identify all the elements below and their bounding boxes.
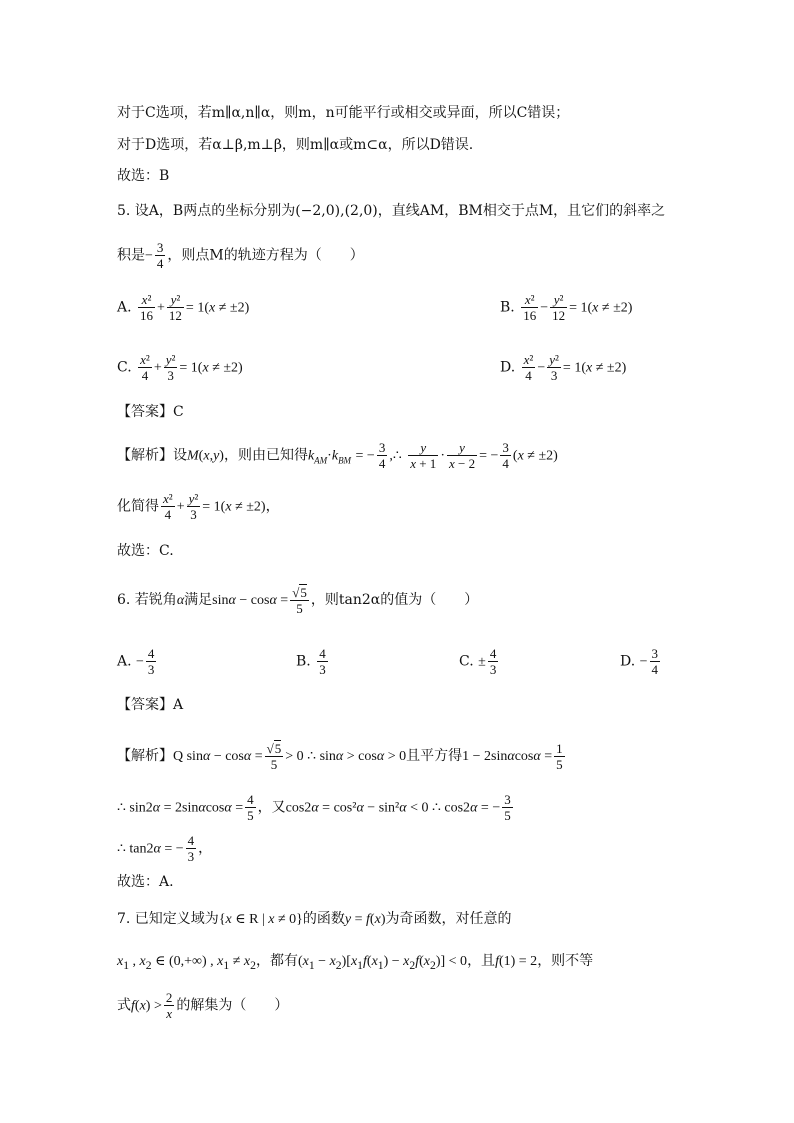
q4-choice: 故选：B	[117, 168, 170, 184]
q4-line-c: 对于C选项，若m∥α,n∥α，则m，n可能平行或相交或异面，所以C错误；	[117, 105, 570, 121]
q6-option-c[interactable]: C. ± $\frac{4}{3}$	[459, 646, 497, 677]
q6-analysis-1: 【解析】Q sinα − cosα = $\frac{√5}{5}$ > 0 ∴ sinα > cosα > 0且平方得1 − 2sinαcosα = $\frac{1}{5}$	[117, 740, 563, 772]
q6-option-a[interactable]: A. − $\frac{4}{3}$	[117, 646, 155, 677]
q5-stem-line2: 积是− $\frac{3}{4}$ ，则点M的轨迹方程为（ ）	[117, 240, 364, 271]
q5-option-a[interactable]: A. $\frac{\text{x²}}{16}$ + $\frac{\text{y²}}{12}$ = 1(x ≠ ±2)	[117, 292, 250, 323]
q6-choice: 故选：A.	[117, 874, 174, 890]
q5-analysis-2: 化简得 $\frac{\text{x²}}{4}$ + $\frac{\text{y²}}{3}$ = 1(x ≠ ±2)，	[117, 491, 280, 522]
q7-stem-line1: 7. 已知定义域为{x ∈ R | x ≠ 0}的函数y = f(x)为奇函数，对任意的	[117, 911, 512, 927]
q5-stem-line1: 5. 设A，B两点的坐标分别为(−2,0),(2,0)，直线AM，BM相交于点M，且它们的斜率之	[117, 203, 666, 219]
q6-option-d[interactable]: D. − $\frac{3}{4}$	[620, 646, 659, 677]
q5-option-c[interactable]: C. $\frac{\text{x²}}{4}$ + $\frac{\text{y²}}{3}$ = 1(x ≠ ±2)	[117, 352, 243, 383]
q7-stem-line2: $x_1$ , $x_2$ ∈ (0,+∞) , $x_1 \ne x_2$，都有$(x_1 - x_2)[x_1f(x_1) - x_2f(x_2)] < 0$，且f(1) = 2，则不等	[117, 953, 594, 972]
q7-stem-line3: 式f(x) > $\frac{2}{x}$ 的解集为（ ）	[117, 990, 289, 1021]
q6-answer: 【答案】A	[117, 697, 184, 713]
q5-option-d[interactable]: D. $\frac{\text{x²}}{4}$ − $\frac{\text{y²}}{3}$ = 1(x ≠ ±2)	[500, 352, 627, 383]
q6-stem: 6. 若锐角α满足sinα − cosα = $\frac{√5}{5}$ ，则tan2α的值为（ ）	[117, 585, 479, 616]
q6-analysis-3: ∴ tan2α = − $\frac{4}{3}$ ，	[117, 833, 213, 864]
q5-choice: 故选：C.	[117, 543, 174, 559]
q6-analysis-2: ∴ sin2α = 2sinαcosα = $\frac{4}{5}$ ，又cos2α = cos²α − sin²α < 0 ∴ cos2α = − $\frac{3}{5}$	[117, 792, 511, 823]
q6-option-b[interactable]: B. $\frac{4}{3}$	[296, 646, 326, 677]
q5-answer: 【答案】C	[117, 404, 184, 420]
q5-analysis-1: 【解析】设M(x,y)，则由已知得$k_{AM}\cdot k_{BM}$ = − $\frac{3}{4}$ ,∴ $\frac{y}{x + 1}$ · $\frac{y}{x - 2}$ = − $\frac{3}{4}$ (x ≠ ±2)	[117, 440, 558, 471]
q4-line-d: 对于D选项，若α⊥β,m⊥β，则m∥α或m⊂α，所以D错误.	[117, 137, 474, 153]
q5-option-b[interactable]: B. $\frac{\text{x²}}{16}$ − $\frac{\text{y²}}{12}$ = 1(x ≠ ±2)	[500, 292, 633, 323]
